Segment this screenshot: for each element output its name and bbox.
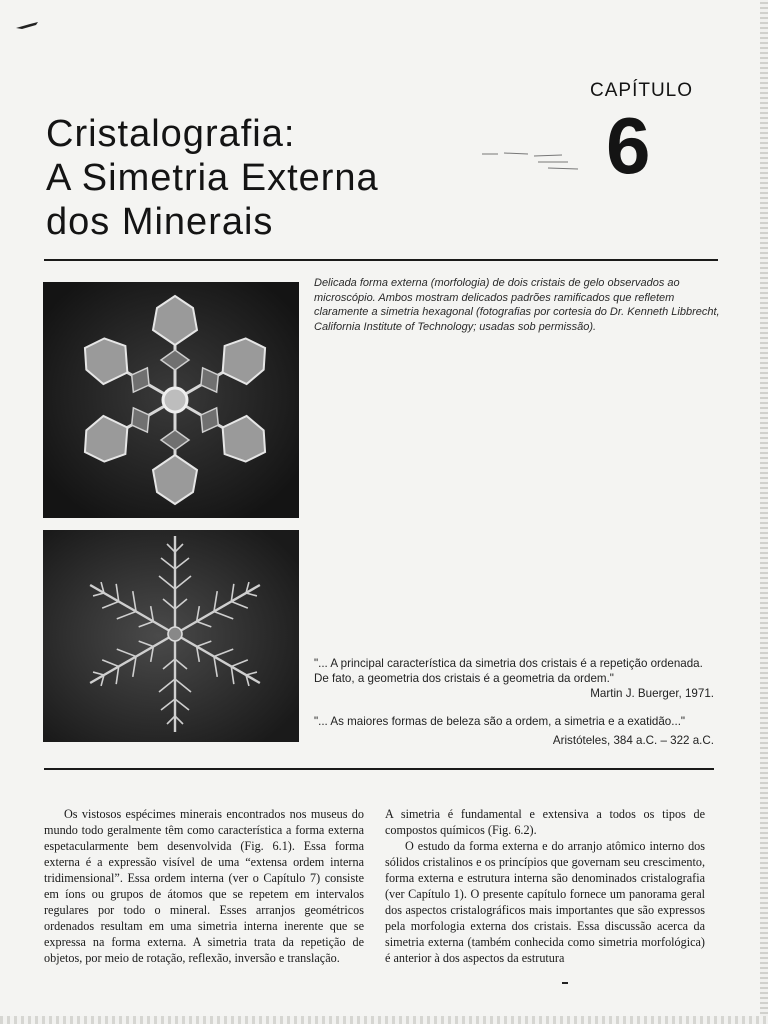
quote-text: "... As maiores formas de beleza são a ordem, a simetria e a exatidão..."	[314, 715, 686, 728]
snowflake-photo-bottom	[43, 530, 299, 742]
chapter-title	[46, 112, 379, 244]
section-rule	[44, 768, 714, 770]
chapter-label: CAPÍTULO	[590, 80, 694, 101]
body-column-right	[385, 806, 705, 966]
page-corner-mark-icon	[16, 22, 38, 30]
scan-edge-right	[760, 0, 768, 1024]
scan-noise	[478, 150, 588, 180]
body-paragraph: A simetria é fundamental e extensiva a todos os tipos de compostos químicos (Fig. 6.2).	[385, 807, 705, 837]
quote-author: Martin J. Buerger, 1971.	[590, 687, 714, 700]
quote-buerger	[314, 656, 714, 701]
quote-aristoteles	[314, 714, 714, 748]
chapter-number: 6	[606, 101, 651, 190]
body-column-left	[44, 806, 364, 966]
figure-caption: Delicada forma externa (morfologia) de dois cristais de gelo observados ao microscópio. Ambos mostram delicados padrões ramificados que refletem claramente a simetria hexagonal (fotografias por cortesia do Dr. Kenneth Libbrecht, California Institute of Technology; usadas sob permissão).	[314, 277, 720, 333]
title-rule	[44, 259, 718, 261]
body-paragraph: O estudo da forma externa e do arranjo atômico interno dos sólidos cristalinos e os princípios que governam seu crescimento, forma externa e estrutura interna são denominados cristalografia (ver Capítulo 1). O presente capítulo fornece um panorama geral dos aspectos cristalográficos mais importantes que são expressos pela morfologia externa dos cristais. Essa discussão acerca da simetria externa (também conhecida como simetria morfológica) é anterior à dos aspectos da estrutura	[385, 839, 705, 965]
quote-text: "... A principal característica da simetria dos cristais é a repetição ordenada. De fato, a geometria dos cristais é a geometria da ordem."	[314, 657, 703, 685]
snowflake-photo-top	[43, 282, 299, 518]
quote-author: Aristóteles, 384 a.C. – 322 a.C.	[552, 734, 714, 747]
body-paragraph: Os vistosos espécimes minerais encontrados nos museus do mundo todo geralmente têm como característica a forma externa espetacularmente bem desenvolvida (Fig. 6.1). Essa forma externa é a expressão visível de uma “extensa ordem interna tridimensional”. Essa ordem interna (ver o Capítulo 7) consiste em íons ou grupos de átomos que se repetem em intervalos regulares por todo o mineral. Esses arranjos geométricos ordenados resultam em uma simetria interna inerente que se expressa na forma externa. A simetria trata da repetição de objetos, por meio de rotação, reflexão, inversão e translação.	[44, 807, 364, 965]
title-line-2: A Simetria Externa	[46, 157, 379, 199]
title-line-1: Cristalografia:	[46, 113, 296, 155]
scan-edge-bottom	[0, 1016, 768, 1024]
title-line-3: dos Minerais	[46, 201, 274, 243]
page-mark	[562, 982, 568, 984]
